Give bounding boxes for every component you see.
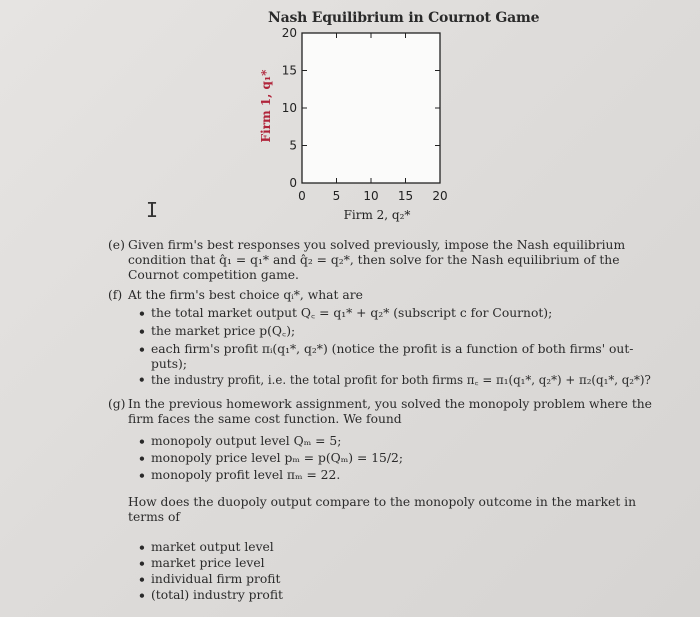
part-g-question-2: terms of xyxy=(128,510,180,524)
x-tick-label-4: 20 xyxy=(432,189,448,203)
part-g-bullet-3: • monopoly profit level πₘ = 22. xyxy=(151,468,340,483)
y-tick-label-0: 0 xyxy=(289,176,297,190)
y-axis-label: Firm 1, q₁* xyxy=(259,69,273,143)
part-f-bullet-3-continued: puts); xyxy=(151,357,187,371)
x-tick-label-2: 10 xyxy=(363,189,379,203)
part-f-bullet-2: • the market price p(Q꜀); xyxy=(151,324,295,339)
part-g-question-1: How does the duopoly output compare to the monopoly outcome in the market in xyxy=(128,495,637,509)
y-tick-label-2: 10 xyxy=(281,101,297,115)
x-tick-label-0: 0 xyxy=(298,189,306,203)
part-f-label: (f) xyxy=(108,288,123,302)
part-g-line-2: firm faces the same cost function. We found xyxy=(128,412,402,426)
part-f-bullet-3: • each firm's profit πᵢ(q₁*, q₂*) (notice the profit is a function of both firms' out- xyxy=(151,342,633,357)
x-axis-label: Firm 2, q₂* xyxy=(343,208,411,222)
x-tick-label-3: 15 xyxy=(397,189,414,203)
part-e-line-1: Given firm's best responses you solved previously, impose the Nash equilibrium xyxy=(128,238,626,252)
text-cursor-icon: I xyxy=(146,198,159,222)
part-g-label: (g) xyxy=(108,397,126,411)
part-e-label: (e) xyxy=(108,238,125,252)
y-tick-label-3: 15 xyxy=(281,63,297,78)
compare-item-output: • market output level xyxy=(151,540,274,555)
cournot-plot xyxy=(0,0,700,240)
y-tick-label-1: 5 xyxy=(289,138,297,153)
plot-frame xyxy=(302,33,440,183)
part-f-bullet-1: • the total market output Q꜀ = q₁* + q₂* (subscript c for Cournot); xyxy=(151,306,552,321)
chart-title: Nash Equilibrium in Cournot Game xyxy=(268,10,540,26)
compare-item-industry-profit: • (total) industry profit xyxy=(151,588,283,603)
y-tick-label-4: 20 xyxy=(281,26,297,40)
compare-item-firm-profit: • individual firm profit xyxy=(151,572,280,587)
part-e-line-2: condition that q̂₁ = q₁* and q̂₂ = q₂*, then solve for the Nash equilibrium of the xyxy=(128,253,620,267)
compare-item-price: • market price level xyxy=(151,556,265,571)
part-g-bullet-1: • monopoly output level Qₘ = 5; xyxy=(151,434,341,449)
part-f-intro: At the firm's best choice qᵢ*, what are xyxy=(128,288,363,302)
part-f-bullet-4: • the industry profit, i.e. the total profit for both firms π꜀ = π₁(q₁*, q₂*) + π₂(q₁*, q₂*)? xyxy=(151,373,651,388)
x-tick-label-1: 5 xyxy=(332,189,341,203)
part-e-line-3: Cournot competition game. xyxy=(128,268,299,282)
part-g-line-1: In the previous homework assignment, you solved the monopoly problem where the xyxy=(128,397,652,411)
part-g-bullet-2: • monopoly price level pₘ = p(Qₘ) = 15/2; xyxy=(151,451,403,466)
